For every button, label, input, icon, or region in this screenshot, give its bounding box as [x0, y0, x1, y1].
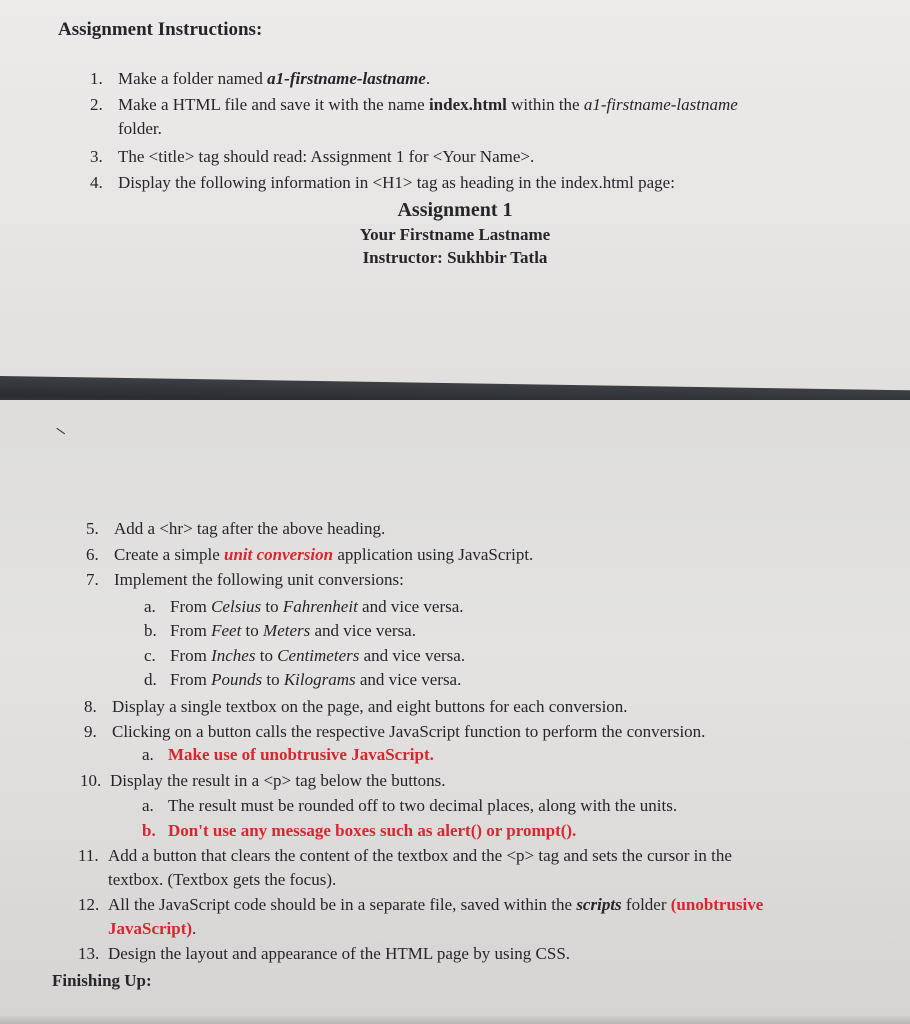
list-item-1: 1. Make a folder named a1-firstname-lastname. — [90, 69, 431, 88]
list-item-12-continued: JavaScript). — [108, 919, 197, 938]
list-item-7: 7. Implement the following unit conversions: — [86, 570, 404, 589]
conversion-item: b. From Feet to Meters and vice versa. — [144, 621, 416, 640]
h1-line-3: Instructor: Sukhbir Tatla — [362, 248, 548, 267]
list-item-9: 9. Clicking on a button calls the respective JavaScript function to perform the conversion. — [84, 722, 706, 741]
page-bottom-edge — [0, 1016, 910, 1024]
list-item-12: 12. All the JavaScript code should be in a separate file, saved within the scripts folder (unobtrusive — [78, 895, 764, 914]
finishing-up-heading: Finishing Up: — [52, 971, 152, 990]
list-item-11-continued: textbox. (Textbox gets the focus). — [108, 870, 337, 889]
list-item-13: 13. Design the layout and appearance of the HTML page by using CSS. — [78, 944, 571, 963]
list-item-6: 6. Create a simple unit conversion application using JavaScript. — [86, 545, 534, 564]
list-item-9a: a. Make use of unobtrusive JavaScript. — [142, 745, 434, 764]
page-title: Assignment Instructions: — [58, 19, 263, 40]
list-item-10: 10. Display the result in a <p> tag below the buttons. — [80, 771, 446, 790]
conversion-item: d. From Pounds to Kilograms and vice versa. — [144, 670, 462, 689]
list-item-10a: a. The result must be rounded off to two decimal places, along with the units. — [142, 796, 678, 815]
list-item-2-continued: folder. — [118, 119, 162, 138]
h1-line-1: Assignment 1 — [397, 199, 513, 221]
conversion-item: c. From Inches to Centimeters and vice versa. — [144, 646, 466, 665]
list-item-10b: b. Don't use any message boxes such as alert() or prompt(). — [142, 821, 577, 840]
list-item-11: 11. Add a button that clears the content of the textbox and the <p> tag and sets the cursor in the — [78, 846, 732, 865]
list-item-5: 5. Add a <hr> tag after the above heading. — [86, 519, 386, 538]
list-item-4: 4. Display the following information in <H1> tag as heading in the index.html page: — [90, 173, 675, 192]
list-item-3: 3. The <title> tag should read: Assignment 1 for <Your Name>. — [90, 147, 535, 166]
list-item-2: 2. Make a HTML file and save it with the name index.html within the a1-firstname-lastname — [90, 95, 738, 114]
h1-line-2: Your Firstname Lastname — [359, 225, 551, 244]
list-item-8: 8. Display a single textbox on the page, and eight buttons for each conversion. — [84, 697, 628, 716]
conversion-item: a. From Celsius to Fahrenheit and vice versa. — [144, 597, 464, 616]
upper-photo-region — [0, 0, 910, 392]
